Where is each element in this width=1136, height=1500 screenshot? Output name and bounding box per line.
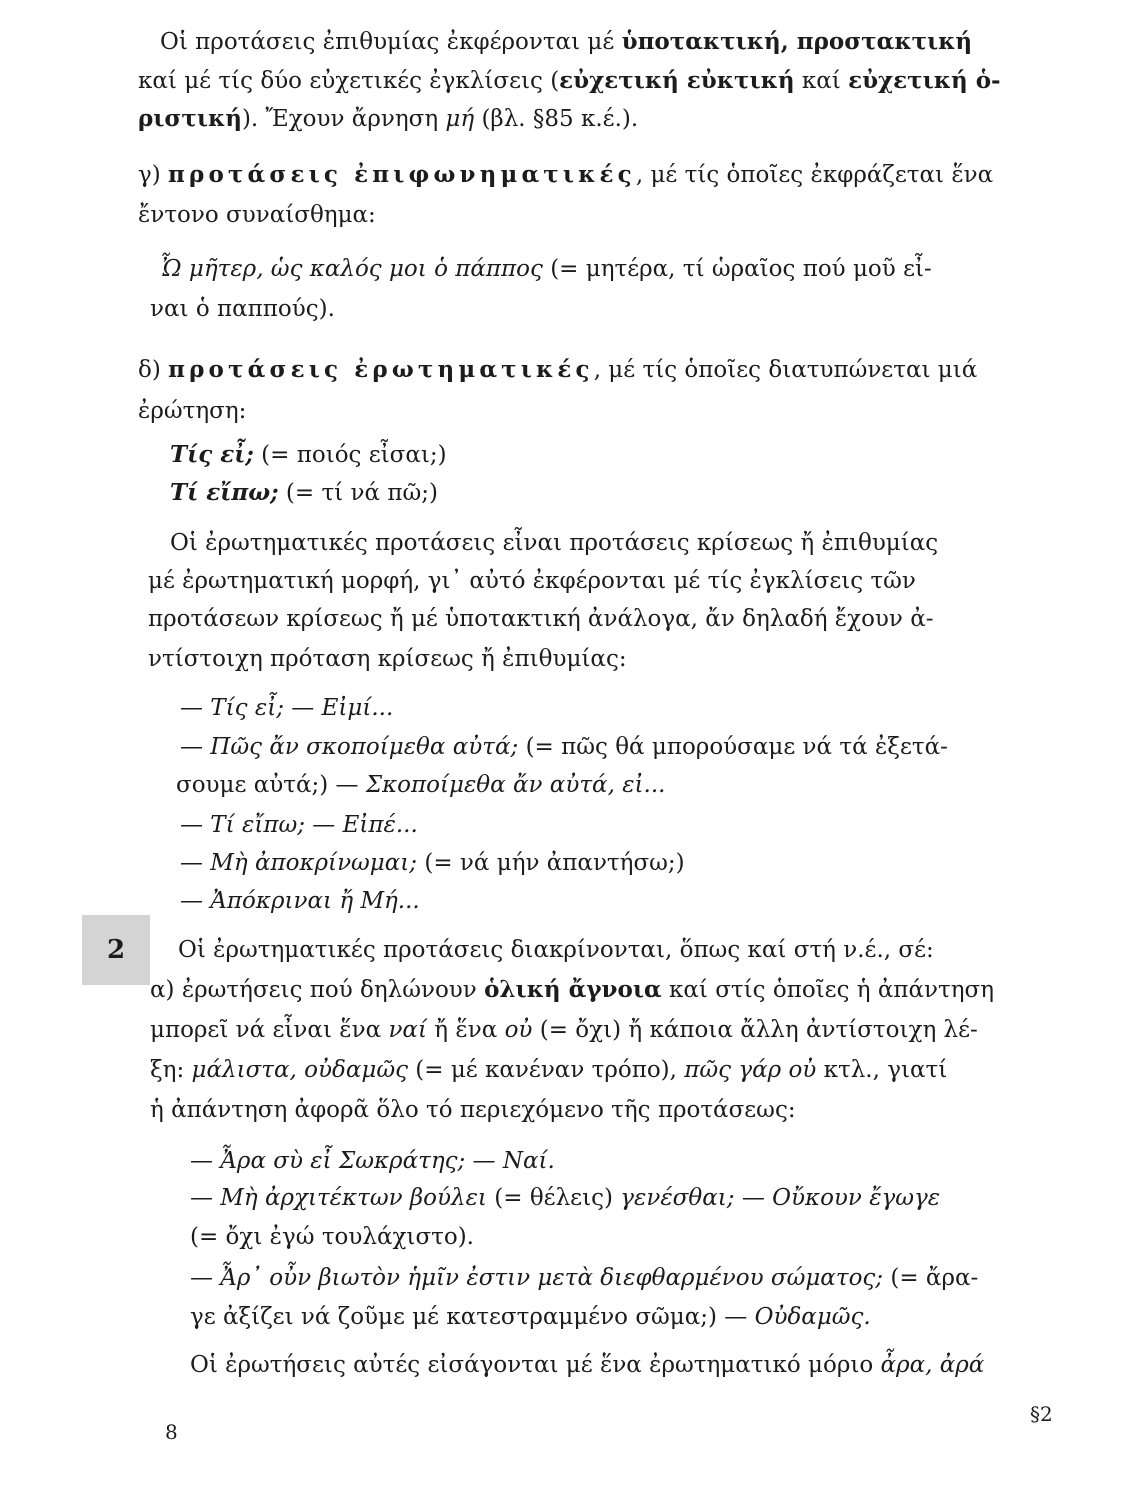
text-line: ἔντονο συναίσθημα: — [138, 202, 376, 228]
text-line: μπορεῖ νά εἶναι ἕνα ναί ἤ ἕνα οὐ (= ὄχι) ἤ κάποια ἄλλη ἀντίστοιχη λέ- — [150, 1017, 978, 1043]
dialog-line: σουμε αὐτά;) — Σκοποίμεθα ἄν αὐτά, εἰ... — [176, 772, 666, 798]
term-exclamatory: προτάσεις ἐπιφωνηματικές — [168, 161, 636, 188]
dialog-line: γε ἀξίζει νά ζοῦμε μέ κατεστραμμένο σῶμα;) — Οὐδαμῶς. — [190, 1304, 871, 1330]
text-line: Οἱ ἐρωτήσεις αὐτές εἰσάγονται μέ ἕνα ἐρωτηματικό μόριο ἆρα, ἀρά — [190, 1352, 985, 1378]
text-line: γ) προτάσεις ἐπιφωνηματικές, μέ τίς ὁποῖες ἐκφράζεται ἕνα — [138, 161, 994, 188]
text-line: Οἱ ἐρωτηματικές προτάσεις εἶναι προτάσεις κρίσεως ἤ ἐπιθυμίας — [170, 530, 939, 556]
text-line: ἡ ἀπάντηση ἀφορᾶ ὅλο τό περιεχόμενο τῆς προτάσεως: — [150, 1097, 796, 1123]
text-line: Οἱ προτάσεις ἐπιθυμίας ἐκφέρονται μέ ὑποτακτική, προστακτική — [160, 28, 973, 55]
dialog-line: — Μὴ ἀρχιτέκτων βούλει (= θέλεις) γενέσθαι; — Οὔκουν ἔγωγε — [190, 1185, 941, 1211]
example-line: Ὦ μῆτερ, ὡς καλός μοι ὁ πάππος (= μητέρα, τί ὡραῖος πού μοῦ εἶ- — [160, 256, 932, 282]
dialog-line: — Ἆρα σὺ εἶ Σωκράτης; — Ναί. — [190, 1148, 555, 1174]
text-line: ξη: μάλιστα, οὐδαμῶς (= μέ κανέναν τρόπο), πῶς γάρ οὐ κτλ., γιατί — [150, 1057, 948, 1083]
dialog-line: — Μὴ ἀποκρίνωμαι; (= νά μήν ἀπαντήσω;) — [180, 850, 685, 876]
text-line: ντίστοιχη πρόταση κρίσεως ἤ ἐπιθυμίας: — [148, 646, 627, 672]
text-line: προτάσεων κρίσεως ἤ μέ ὑποτακτική ἀνάλογα, ἄν δηλαδή ἔχουν ἀ- — [148, 606, 934, 632]
text-line: μέ ἐρωτηματική μορφή, γι᾽ αὐτό ἐκφέρονται μέ τίς ἐγκλίσεις τῶν — [148, 568, 916, 594]
text-line: δ) προτάσεις ἐρωτηματικές, μέ τίς ὁποῖες διατυπώνεται μιά — [138, 356, 978, 383]
section-reference: §2 — [1030, 1402, 1053, 1426]
section-marker: 2 — [82, 915, 150, 985]
example-line: Τίς εἶ; (= ποιός εἶσαι;) — [170, 441, 447, 468]
page-number: 8 — [165, 1420, 178, 1444]
dialog-line: — Πῶς ἄν σκοποίμεθα αὐτά; (= πῶς θά μπορούσαμε νά τά ἐξετά- — [180, 734, 948, 760]
text-line: καί μέ τίς δύο εὐχετικές ἐγκλίσεις (εὐχετική εὐκτική καί εὐχετική ὁ- — [138, 67, 1001, 94]
example-line: Τί εἴπω; (= τί νά πῶ;) — [170, 479, 438, 506]
dialog-line: — Τί εἴπω; — Εἰπέ... — [180, 812, 418, 838]
dialog-line: — Ἀπόκριναι ἤ Μή... — [180, 888, 420, 914]
term-interrogative: προτάσεις ἐρωτηματικές — [168, 356, 594, 383]
dialog-line: — Ἆρ᾽ οὖν βιωτὸν ἡμῖν ἐστιν μετὰ διεφθαρμένου σώματος; (= ἄρα- — [190, 1265, 979, 1291]
dialog-line: (= ὄχι ἐγώ τουλάχιστο). — [190, 1224, 474, 1250]
example-line: ναι ὁ παππούς). — [150, 296, 335, 322]
text-line: ἐρώτηση: — [138, 398, 247, 424]
dialog-line: — Τίς εἶ; — Εἰμί... — [180, 695, 394, 721]
text-line: Οἱ ἐρωτηματικές προτάσεις διακρίνονται, ὅπως καί στή ν.έ., σέ: — [178, 937, 934, 963]
text-line: ριστική). Ἔχουν ἄρνηση μή (βλ. §85 κ.έ.). — [138, 105, 639, 132]
text-line: α) ἐρωτήσεις πού δηλώνουν ὁλική ἄγνοια καί στίς ὁποῖες ἡ ἀπάντηση — [150, 976, 995, 1003]
